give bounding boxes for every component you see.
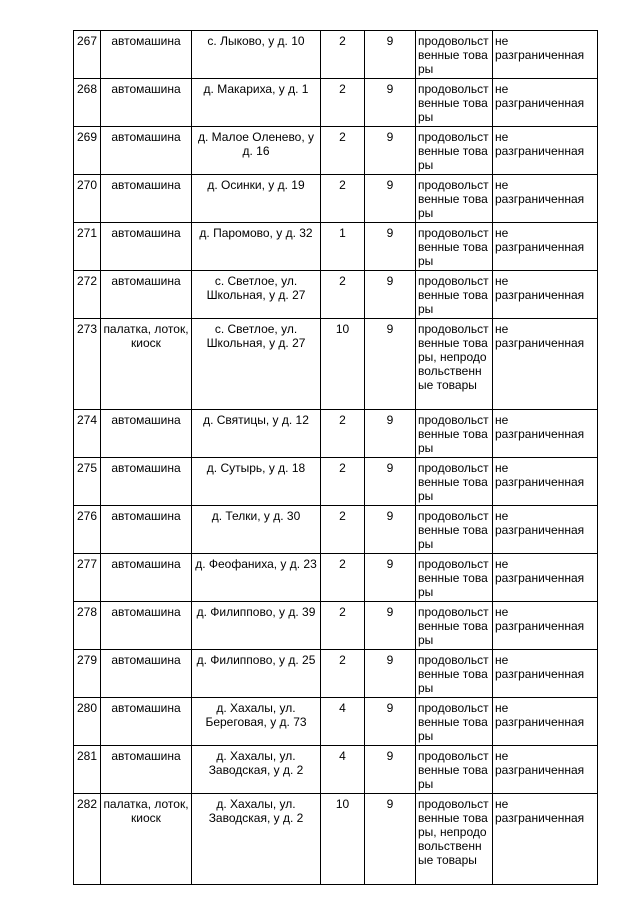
object-type: автомашина [101, 31, 192, 79]
object-type: автомашина [101, 746, 192, 794]
land-ownership: не разграниченная [493, 271, 598, 319]
object-type: автомашина [101, 223, 192, 271]
land-ownership: не разграниченная [493, 223, 598, 271]
location-address: с. Светлое, ул. Школьная, у д. 27 [192, 271, 321, 319]
location-address: д. Филиппово, у д. 39 [192, 602, 321, 650]
area-value: 1 [321, 223, 365, 271]
goods-specialization: продовольственные товары [416, 127, 493, 175]
row-number: 268 [74, 79, 101, 127]
location-address: д. Святицы, у д. 12 [192, 410, 321, 458]
goods-specialization: продовольственные товары [416, 79, 493, 127]
area-value: 4 [321, 698, 365, 746]
object-type: автомашина [101, 698, 192, 746]
goods-specialization: продовольственные товары, непродовольственные товары [416, 794, 493, 885]
period-value: 9 [365, 271, 416, 319]
table-row [74, 223, 598, 271]
row-number: 273 [74, 319, 101, 410]
table-row [74, 794, 598, 885]
location-address: д. Макариха, у д. 1 [192, 79, 321, 127]
table-row [74, 319, 598, 410]
row-number: 269 [74, 127, 101, 175]
area-value: 2 [321, 650, 365, 698]
row-number: 280 [74, 698, 101, 746]
row-number: 272 [74, 271, 101, 319]
land-ownership: не разграниченная [493, 458, 598, 506]
period-value: 9 [365, 554, 416, 602]
land-ownership: не разграниченная [493, 554, 598, 602]
period-value: 9 [365, 698, 416, 746]
land-ownership: не разграниченная [493, 79, 598, 127]
land-ownership: не разграниченная [493, 410, 598, 458]
land-ownership: не разграниченная [493, 127, 598, 175]
object-type: автомашина [101, 271, 192, 319]
land-ownership: не разграниченная [493, 31, 598, 79]
goods-specialization: продовольственные товары, непродовольственные товары [416, 319, 493, 410]
table-row [74, 698, 598, 746]
area-value: 2 [321, 506, 365, 554]
goods-specialization: продовольственные товары [416, 746, 493, 794]
land-ownership: не разграниченная [493, 794, 598, 885]
location-address: д. Филиппово, у д. 25 [192, 650, 321, 698]
row-number: 282 [74, 794, 101, 885]
land-ownership: не разграниченная [493, 319, 598, 410]
area-value: 2 [321, 31, 365, 79]
goods-specialization: продовольственные товары [416, 650, 493, 698]
location-address: с. Светлое, ул. Школьная, у д. 27 [192, 319, 321, 410]
goods-specialization: продовольственные товары [416, 698, 493, 746]
location-address: д. Хахалы, ул. Заводская, у д. 2 [192, 794, 321, 885]
goods-specialization: продовольственные товары [416, 602, 493, 650]
table-row [74, 410, 598, 458]
row-number: 267 [74, 31, 101, 79]
table-row [74, 458, 598, 506]
goods-specialization: продовольственные товары [416, 175, 493, 223]
row-number: 271 [74, 223, 101, 271]
area-value: 2 [321, 271, 365, 319]
table-row [74, 175, 598, 223]
row-number: 279 [74, 650, 101, 698]
land-ownership: не разграниченная [493, 746, 598, 794]
area-value: 10 [321, 794, 365, 885]
location-address: д. Феофаниха, у д. 23 [192, 554, 321, 602]
location-address: д. Паромово, у д. 32 [192, 223, 321, 271]
period-value: 9 [365, 175, 416, 223]
location-address: с. Лыково, у д. 10 [192, 31, 321, 79]
area-value: 2 [321, 79, 365, 127]
object-type: автомашина [101, 410, 192, 458]
land-ownership: не разграниченная [493, 506, 598, 554]
object-type: автомашина [101, 458, 192, 506]
row-number: 270 [74, 175, 101, 223]
location-address: д. Хахалы, ул. Береговая, у д. 73 [192, 698, 321, 746]
row-number: 276 [74, 506, 101, 554]
period-value: 9 [365, 746, 416, 794]
period-value: 9 [365, 127, 416, 175]
period-value: 9 [365, 223, 416, 271]
table-row [74, 79, 598, 127]
area-value: 2 [321, 602, 365, 650]
trade-places-table [73, 30, 598, 885]
object-type: автомашина [101, 506, 192, 554]
period-value: 9 [365, 794, 416, 885]
table-row [74, 31, 598, 79]
object-type: автомашина [101, 79, 192, 127]
row-number: 275 [74, 458, 101, 506]
period-value: 9 [365, 319, 416, 410]
object-type: палатка, лоток, киоск [101, 319, 192, 410]
period-value: 9 [365, 79, 416, 127]
period-value: 9 [365, 602, 416, 650]
object-type: автомашина [101, 127, 192, 175]
period-value: 9 [365, 650, 416, 698]
object-type: автомашина [101, 650, 192, 698]
area-value: 2 [321, 410, 365, 458]
table-row [74, 602, 598, 650]
row-number: 278 [74, 602, 101, 650]
location-address: д. Хахалы, ул. Заводская, у д. 2 [192, 746, 321, 794]
table-row [74, 746, 598, 794]
area-value: 2 [321, 127, 365, 175]
table-row [74, 554, 598, 602]
goods-specialization: продовольственные товары [416, 31, 493, 79]
land-ownership: не разграниченная [493, 650, 598, 698]
row-number: 274 [74, 410, 101, 458]
area-value: 2 [321, 175, 365, 223]
table-row [74, 271, 598, 319]
area-value: 4 [321, 746, 365, 794]
goods-specialization: продовольственные товары [416, 554, 493, 602]
location-address: д. Сутырь, у д. 18 [192, 458, 321, 506]
period-value: 9 [365, 31, 416, 79]
object-type: автомашина [101, 175, 192, 223]
table-row [74, 650, 598, 698]
location-address: д. Малое Оленево, у д. 16 [192, 127, 321, 175]
land-ownership: не разграниченная [493, 602, 598, 650]
goods-specialization: продовольственные товары [416, 410, 493, 458]
land-ownership: не разграниченная [493, 175, 598, 223]
period-value: 9 [365, 506, 416, 554]
goods-specialization: продовольственные товары [416, 458, 493, 506]
table-row [74, 506, 598, 554]
land-ownership: не разграниченная [493, 698, 598, 746]
goods-specialization: продовольственные товары [416, 223, 493, 271]
period-value: 9 [365, 410, 416, 458]
object-type: палатка, лоток, киоск [101, 794, 192, 885]
table-row [74, 127, 598, 175]
object-type: автомашина [101, 554, 192, 602]
object-type: автомашина [101, 602, 192, 650]
area-value: 10 [321, 319, 365, 410]
goods-specialization: продовольственные товары [416, 271, 493, 319]
row-number: 277 [74, 554, 101, 602]
area-value: 2 [321, 458, 365, 506]
location-address: д. Осинки, у д. 19 [192, 175, 321, 223]
location-address: д. Телки, у д. 30 [192, 506, 321, 554]
period-value: 9 [365, 458, 416, 506]
goods-specialization: продовольственные товары [416, 506, 493, 554]
area-value: 2 [321, 554, 365, 602]
row-number: 281 [74, 746, 101, 794]
